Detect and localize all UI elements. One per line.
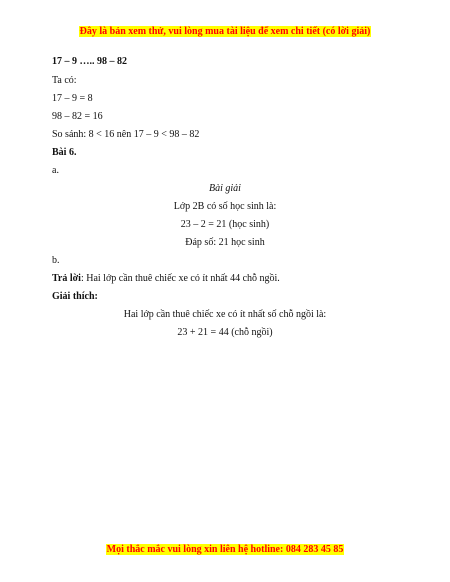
solution-title: Bài giải <box>209 183 241 194</box>
comparison-heading: 17 – 9 ….. 98 – 82 <box>52 56 127 67</box>
solution-calculation: 23 – 2 = 21 (học sinh) <box>180 219 270 230</box>
solution-answer: Đáp số: 21 học sinh <box>185 237 265 248</box>
hotline-notice-banner <box>0 544 450 556</box>
comparison-calc-1: 17 – 9 = 8 <box>52 93 93 104</box>
explanation-label: Giải thích: <box>52 291 98 302</box>
answer-label: Trả lời <box>52 273 81 284</box>
hotline-notice-text: Mọi thắc mắc vui lòng xin liên hệ hotline: 084 283 45 85 <box>106 544 344 555</box>
preview-notice-text: Đây là bản xem thử, vui lòng mua tài liệu để xem chi tiết (có lời giải) <box>79 26 371 37</box>
part-b-answer <box>52 273 280 285</box>
comparison-calc-2: 98 – 82 = 16 <box>52 111 103 122</box>
solution-statement: Lớp 2B có số học sinh là: <box>173 201 277 212</box>
exercise-6-title: Bài 6. <box>52 147 77 158</box>
part-b-label: b. <box>52 255 60 266</box>
preview-notice-banner <box>0 26 450 38</box>
part-a-label: a. <box>52 165 59 176</box>
comparison-intro: Ta có: <box>52 75 77 86</box>
comparison-conclusion: So sánh: 8 < 16 nên 17 – 9 < 98 – 82 <box>52 129 200 140</box>
answer-text: : Hai lớp cần thuê chiếc xe có ít nhất 44 chỗ ngồi. <box>80 273 280 284</box>
explanation-statement: Hai lớp cần thuê chiếc xe có ít nhất số chỗ ngồi là: <box>123 309 327 320</box>
explanation-calc: 23 + 21 = 44 (chỗ ngồi) <box>177 327 273 338</box>
